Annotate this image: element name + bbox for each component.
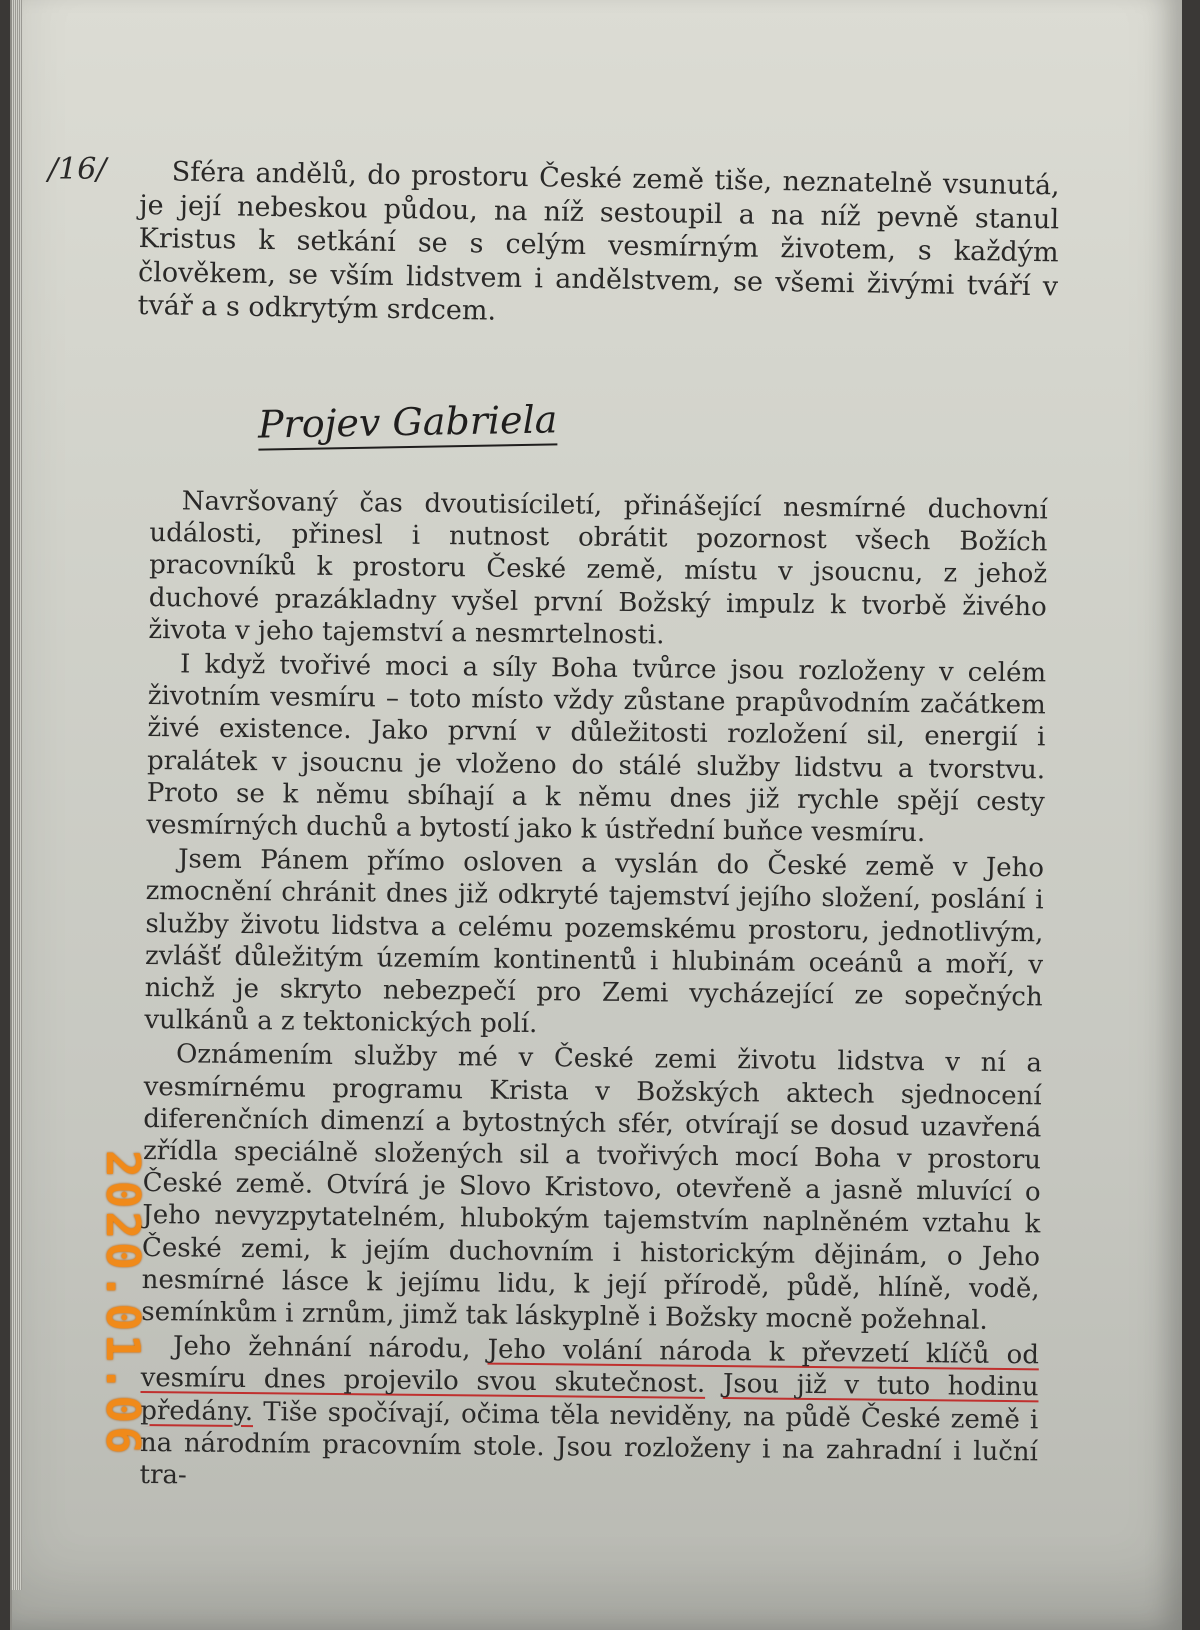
last-paragraph-start: Jeho žehnání národu, <box>172 1331 488 1365</box>
last-paragraph <box>139 1330 1039 1500</box>
page-edge <box>12 0 22 1590</box>
paragraph: Navršovaný čas dvoutisíciletí, přinášející nesmírné duchovní události, přinesl i nutnost obrátit pozornost všech Božích pracovníků k prostoru České země, místu v jsoucnu, z jehož duchové prazákladny vyšel první Božský impulz k tvorbě živého života v jeho tajemství a nesmrtelnosti. <box>148 486 1048 651</box>
paragraph: Jsem Pánem přímo osloven a vyslán do České země v Jeho zmocnění chránit dnes již odkryté tajemství jejího složení, poslání i služby životu lidstva a celému pozemskému prostoru, jednotlivým, zvlášť důležitým územím kontinentů i hlubinám oceánů a moří, v nichž je skryto nebezpečí pro Zemi vycházející ze sopečných vulkánů a z tektonických polí. <box>144 844 1045 1040</box>
date-stamp: 2020.01.06 <box>96 1150 150 1457</box>
section-heading: Projev Gabriela <box>258 397 558 450</box>
underlined-phrase-2: Jsou již v tuto hodinu předány. <box>140 1369 1039 1427</box>
last-paragraph-end: Tiše spočívají, očima těla neviděny, na půdě České země i na národním pracovním stole. Jsou rozloženy i na zahradní i luční tra- <box>139 1396 1039 1491</box>
body-text <box>139 485 1048 1503</box>
book-page <box>10 0 1182 1630</box>
intro-paragraph: Sféra andělů, do prostoru České země tiše, neznatelně vsunutá, je její nebeskou půdou, na níž sestoupil a na níž pevně stanul Kristus k setkání se s celým vesmírným životem, s každým člověkem, se vším lidstvem i andělstvem, se všemi živými tváří v tvář a s odkrytým srdcem. <box>137 156 1060 327</box>
underlined-phrase-1: Jeho volání národa k převzetí klíčů od vesmíru dnes projevilo svou skutečnost. <box>140 1334 1040 1400</box>
paragraph: I když tvořivé moci a síly Boha tvůrce jsou rozloženy v celém životním vesmíru – toto místo vždy zůstane prapůvodním začátkem živé existence. Jako první v důležitosti rozložení sil, energií i pralátek v jsoucnu je vloženo do stálé služby lidstvu a tvorstvu. Proto se k němu sbíhají a k němu dnes již rychle spějí cesty vesmírných duchů a bytostí jako k ústřední buňce vesmíru. <box>146 649 1047 849</box>
last-paragraph-gap <box>705 1369 723 1399</box>
paragraph: Oznámením služby mé v České zemi životu lidstva v ní a vesmírnému programu Krista v Božských aktech sjednocení diferenčních dimenzí a bytostných sfér, otvírají se dosud uzavřená zřídla speciálně složených sil a tvořivých mocí Boha v prostoru České země. Otvírá je Slovo Kristovo, otevřeně a jasně mluvící o Jeho nevyzpytatelném, hlubokým tajemstvím naplněném vztahu k České zemi, k jejím duchovním i historickým dějinám, o Jeho nesmírné lásce k jejímu lidu, k její přírodě, půdě, hlíně, vodě, semínkům i zrnům, jimž tak láskyplně i Božsky mocně požehnal. <box>141 1039 1043 1336</box>
page-number: /16/ <box>48 152 107 187</box>
intro-block <box>137 155 1060 337</box>
